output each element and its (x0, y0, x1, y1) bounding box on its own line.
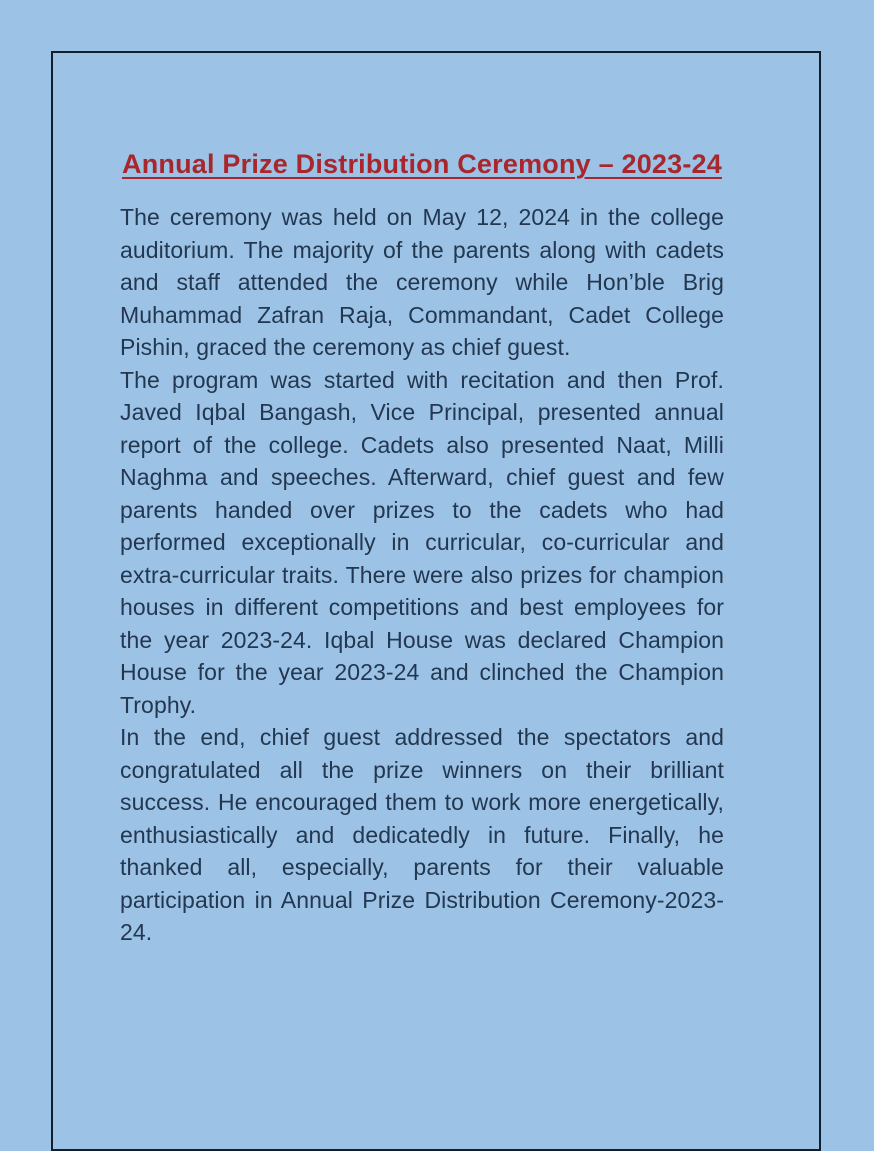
page-title: Annual Prize Distribution Ceremony – 2023-24 (122, 149, 722, 179)
paragraph-ceremony-held: The ceremony was held on May 12, 2024 in the college auditorium. The majority of the parents along with cadets and staff attended the ceremony while Hon’ble Brig Muhammad Zafran Raja, Commandant, Cadet College Pishin, graced the ceremony as chief guest. (120, 204, 724, 360)
document-content (120, 149, 724, 949)
paragraph-chief-guest-address: In the end, chief guest addressed the spectators and congratulated all the prize winners on their brilliant success. He encouraged them to work more energetically, enthusiastically and dedicatedly in future. Finally, he thanked all, especially, parents for their valuable participation in Annual Prize Distribution Ceremony-2023-24. (120, 724, 724, 945)
paragraph-program-details: The program was started with recitation and then Prof. Javed Iqbal Bangash, Vice Principal, presented annual report of the college. Cadets also presented Naat, Milli Naghma and speeches. Afterward, chief guest and few parents handed over prizes to the cadets who had performed exceptionally in curricular, co-curricular and extra-curricular traits. There were also prizes for champion houses in different competitions and best employees for the year 2023-24. Iqbal House was declared Champion House for the year 2023-24 and clinched the Champion Trophy. (120, 366, 724, 718)
